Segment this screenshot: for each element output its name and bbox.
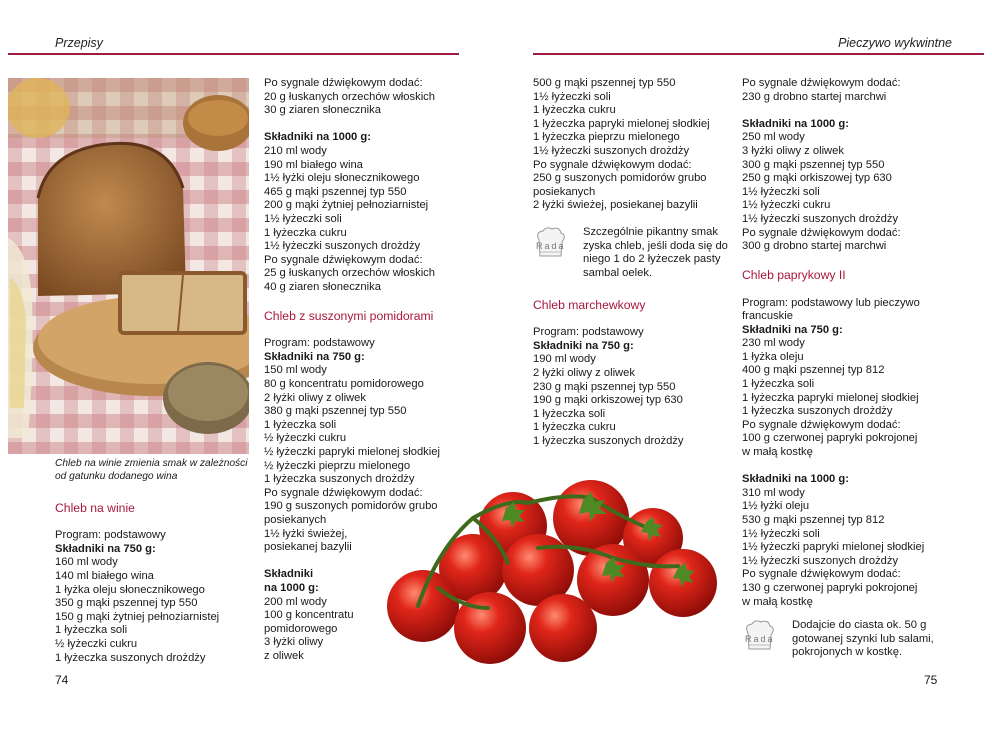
spacer xyxy=(55,516,219,530)
tip-line: pokrojonych w kostkę. xyxy=(792,646,903,659)
recipe-line: 190 ml wody xyxy=(533,353,596,366)
spacer xyxy=(264,324,440,338)
recipe-line: 100 g czerwonej papryki pokrojonej xyxy=(742,432,918,445)
recipe-line: Po sygnale dźwiękowym dodać: xyxy=(742,418,901,431)
tomatoes-image xyxy=(378,478,730,678)
recipe-line: Program: podstawowy lub pieczywo xyxy=(742,296,920,309)
recipe-line: Po sygnale dźwiękowym dodać: xyxy=(742,226,901,239)
recipe-line: 2 łyżki świeżej, posiekanej bazylii xyxy=(533,199,698,212)
recipe-line: 1 łyżka oleju xyxy=(742,350,804,363)
recipe-line: 250 g suszonych pomidorów grubo xyxy=(533,172,707,185)
tip-icon-label: Rada xyxy=(536,241,566,251)
ingredients-heading: Składniki na 750 g: xyxy=(264,350,365,363)
recipe-line: 150 ml wody xyxy=(264,364,327,377)
recipe-line: 1 łyżeczka suszonych drożdży xyxy=(742,405,893,418)
caption-line: Chleb na winie zmienia smak w zależności xyxy=(55,458,248,469)
recipe-line: Program: podstawowy xyxy=(264,337,375,350)
page-number-left: 74 xyxy=(55,673,69,687)
recipe-line: 300 g drobno startej marchwi xyxy=(742,240,887,253)
ingredients-heading: Składniki xyxy=(264,568,314,581)
tip-line: Dodajcie do ciasta ok. 50 g xyxy=(792,619,927,631)
recipe-line: 1½ łyżeczki suszonych drożdży xyxy=(742,554,899,567)
recipe-line: 1½ łyżki świeżej, xyxy=(264,527,348,540)
recipe-line: 190 g mąki orkiszowej typ 630 xyxy=(533,394,683,407)
recipe-line: 20 g łuskanych orzechów włoskich xyxy=(264,90,436,103)
recipe-line: Program: podstawowy xyxy=(55,529,166,542)
tip-line: sambal oelek. xyxy=(583,266,653,279)
recipe-line: 2 łyżki oliwy z oliwek xyxy=(264,391,366,404)
tip-text-1 xyxy=(583,226,728,280)
recipe-line: Po sygnale dźwiękowym dodać: xyxy=(264,77,423,89)
recipe-line: posiekanej bazylii xyxy=(264,541,352,554)
spacer xyxy=(742,460,924,474)
recipe-line: 1½ łyżeczki suszonych drożdży xyxy=(264,240,421,253)
recipe-line: 1 łyżka oleju słonecznikowego xyxy=(55,583,205,596)
recipe-line: Po sygnale dźwiękowym dodać: xyxy=(264,253,423,266)
tip-line: niego 1 do 2 łyżeczek pasty xyxy=(583,253,721,266)
spacer xyxy=(264,118,440,132)
recipe-line: 350 g mąki pszennej typ 550 xyxy=(55,597,198,610)
recipe-line: 1½ łyżeczki soli xyxy=(533,90,611,103)
recipe-line: 300 g mąki pszennej typ 550 xyxy=(742,158,885,171)
ingredients-heading: Składniki na 1000 g: xyxy=(264,131,371,144)
recipe-line: 1 łyżeczka soli xyxy=(264,418,337,431)
recipe-line: ½ łyżeczki cukru xyxy=(264,432,347,445)
tip-box-1 xyxy=(533,226,733,286)
recipe-line: 1½ łyżeczki suszonych drożdży xyxy=(533,144,690,157)
recipe-line: ½ łyżeczki cukru xyxy=(55,637,138,650)
recipe-line: 230 ml wody xyxy=(742,337,805,350)
recipe-line: 1½ łyżeczki papryki mielonej słodkiej xyxy=(742,541,925,554)
recipe-line: 1½ łyżeczki soli xyxy=(742,527,820,540)
recipe-line: 1 łyżeczka suszonych drożdży xyxy=(55,651,206,664)
recipe-line: z oliwek xyxy=(264,649,304,662)
recipe-line: 3 łyżki oliwy xyxy=(264,636,324,649)
recipe-line: pomidorowego xyxy=(264,622,338,635)
caption-line: od gatunku dodanego wina xyxy=(55,470,178,482)
recipe-line: 250 g mąki orkiszowej typ 630 xyxy=(742,172,892,185)
recipe-line: 3 łyżki oliwy z oliwek xyxy=(742,144,844,157)
recipe-line: 310 ml wody xyxy=(742,486,805,499)
recipe-line: Po sygnale dźwiękowym dodać: xyxy=(742,77,901,89)
recipe-line: 380 g mąki pszennej typ 550 xyxy=(264,405,407,418)
recipe-line: 530 g mąki pszennej typ 812 xyxy=(742,514,885,526)
tip-line: Szczególnie pikantny smak xyxy=(583,226,718,238)
header-rule-right xyxy=(533,53,984,55)
spacer xyxy=(264,295,440,309)
column-3-top xyxy=(533,77,710,213)
column-1 xyxy=(55,500,219,665)
recipe-line: 1½ łyżki oleju xyxy=(742,500,810,513)
recipe-line: 1 łyżeczka soli xyxy=(55,624,128,637)
recipe-line: 1 łyżeczka cukru xyxy=(533,104,616,117)
recipe-line: 1 łyżeczka cukru xyxy=(533,421,616,434)
recipe-line: posiekanych xyxy=(533,185,596,198)
recipe-line: 25 g łuskanych orzechów włoskich xyxy=(264,267,436,280)
recipe-line: posiekanych xyxy=(264,514,327,526)
spacer xyxy=(742,283,924,297)
recipe-line: 160 ml wody xyxy=(55,556,118,569)
recipe-line: 1 łyżeczka papryki mielonej słodkiej xyxy=(533,117,710,130)
ingredients-heading: Składniki na 750 g: xyxy=(55,542,156,555)
header-right: Pieczywo wykwintne xyxy=(838,36,952,50)
column-4 xyxy=(742,77,924,609)
recipe-line: 400 g mąki pszennej typ 812 xyxy=(742,364,885,377)
tip-line: gotowanej szynki lub salami, xyxy=(792,632,934,645)
recipe-line: Po sygnale dźwiękowym dodać: xyxy=(264,486,423,499)
recipe-line: w małą kostkę xyxy=(742,446,813,459)
ingredients-heading: Składniki na 750 g: xyxy=(742,323,843,336)
recipe-line: 500 g mąki pszennej typ 550 xyxy=(533,77,676,89)
recipe-line: 1½ łyżeczki soli xyxy=(742,185,820,198)
recipe-line: 1 łyżeczka soli xyxy=(533,407,606,420)
recipe-line: 30 g ziaren słonecznika xyxy=(264,104,381,117)
spacer xyxy=(742,254,924,268)
page-number-right: 75 xyxy=(924,673,938,687)
recipe-line: w małą kostkę xyxy=(742,595,813,608)
recipe-line: 200 g mąki żytniej pełnoziarnistej xyxy=(264,199,429,212)
spacer xyxy=(533,313,683,327)
recipe-line: 200 ml wody xyxy=(264,595,327,608)
recipe-line: 1½ łyżeczki soli xyxy=(264,212,342,225)
tip-box-2 xyxy=(742,619,962,665)
recipe-line: ½ łyżeczki papryki mielonej słodkiej xyxy=(264,446,440,459)
recipe-line: 1 łyżeczka cukru xyxy=(264,226,347,239)
recipe-line: 250 ml wody xyxy=(742,131,805,144)
recipe-line: 230 g drobno startej marchwi xyxy=(742,90,887,103)
recipe-line: francuskie xyxy=(742,310,793,323)
bread-photo xyxy=(8,78,249,454)
recipe-line: 465 g mąki pszennej typ 550 xyxy=(264,185,407,198)
recipe-line: 150 g mąki żytniej pełnoziarnistej xyxy=(55,610,220,623)
ingredients-heading: Składniki na 1000 g: xyxy=(742,117,849,130)
recipe-line: 1 łyżeczka papryki mielonej słodkiej xyxy=(742,391,919,404)
recipe-line: 210 ml wody xyxy=(264,144,327,157)
spacer xyxy=(742,104,924,118)
recipe-line: 40 g ziaren słonecznika xyxy=(264,280,381,293)
recipe-line: 80 g koncentratu pomidorowego xyxy=(264,378,424,391)
tip-line: zyska chleb, jeśli doda się do xyxy=(583,239,728,252)
recipe-heading: Chleb paprykowy II xyxy=(742,268,846,283)
recipe-line: 190 g suszonych pomidorów grubo xyxy=(264,500,438,513)
recipe-heading: Chleb na winie xyxy=(55,501,135,515)
header-rule-left xyxy=(8,53,459,55)
recipe-heading: Chleb marchewkowy xyxy=(533,298,646,312)
photo-caption xyxy=(55,458,248,483)
recipe-line: 1½ łyżeczki suszonych drożdży xyxy=(742,212,899,225)
recipe-line: 2 łyżki oliwy z oliwek xyxy=(533,366,635,379)
recipe-line: 190 ml białego wina xyxy=(264,158,363,171)
recipe-line: 1 łyżeczka pieprzu mielonego xyxy=(533,131,680,144)
ingredients-heading: na 1000 g: xyxy=(264,581,319,594)
recipe-line: 230 g mąki pszennej typ 550 xyxy=(533,380,676,393)
recipe-line: Po sygnale dźwiękowym dodać: xyxy=(533,158,692,171)
ingredients-heading: Składniki na 750 g: xyxy=(533,339,634,352)
tip-text-2 xyxy=(792,619,934,660)
recipe-line: 130 g czerwonej papryki pokrojonej xyxy=(742,581,918,594)
recipe-line: 1½ łyżeczki cukru xyxy=(742,199,831,212)
recipe-heading: Chleb z suszonymi pomidorami xyxy=(264,309,434,324)
column-3-bottom xyxy=(533,297,683,449)
recipe-line: Po sygnale dźwiękowym dodać: xyxy=(742,568,901,581)
recipe-line: ½ łyżeczki pieprzu mielonego xyxy=(264,459,411,472)
recipe-line: 1½ łyżki oleju słonecznikowego xyxy=(264,172,420,185)
recipe-line: Program: podstawowy xyxy=(533,326,644,339)
recipe-line: 140 ml białego wina xyxy=(55,569,154,582)
recipe-line: 1 łyżeczka suszonych drożdży xyxy=(533,434,684,447)
tip-icon-label: Rada xyxy=(745,634,775,644)
header-left: Przepisy xyxy=(55,36,103,50)
ingredients-heading: Składniki na 1000 g: xyxy=(742,473,849,486)
recipe-line: 100 g koncentratu xyxy=(264,609,354,622)
recipe-line: 1 łyżeczka suszonych drożdży xyxy=(264,473,415,486)
recipe-line: 1 łyżeczka soli xyxy=(742,378,815,391)
